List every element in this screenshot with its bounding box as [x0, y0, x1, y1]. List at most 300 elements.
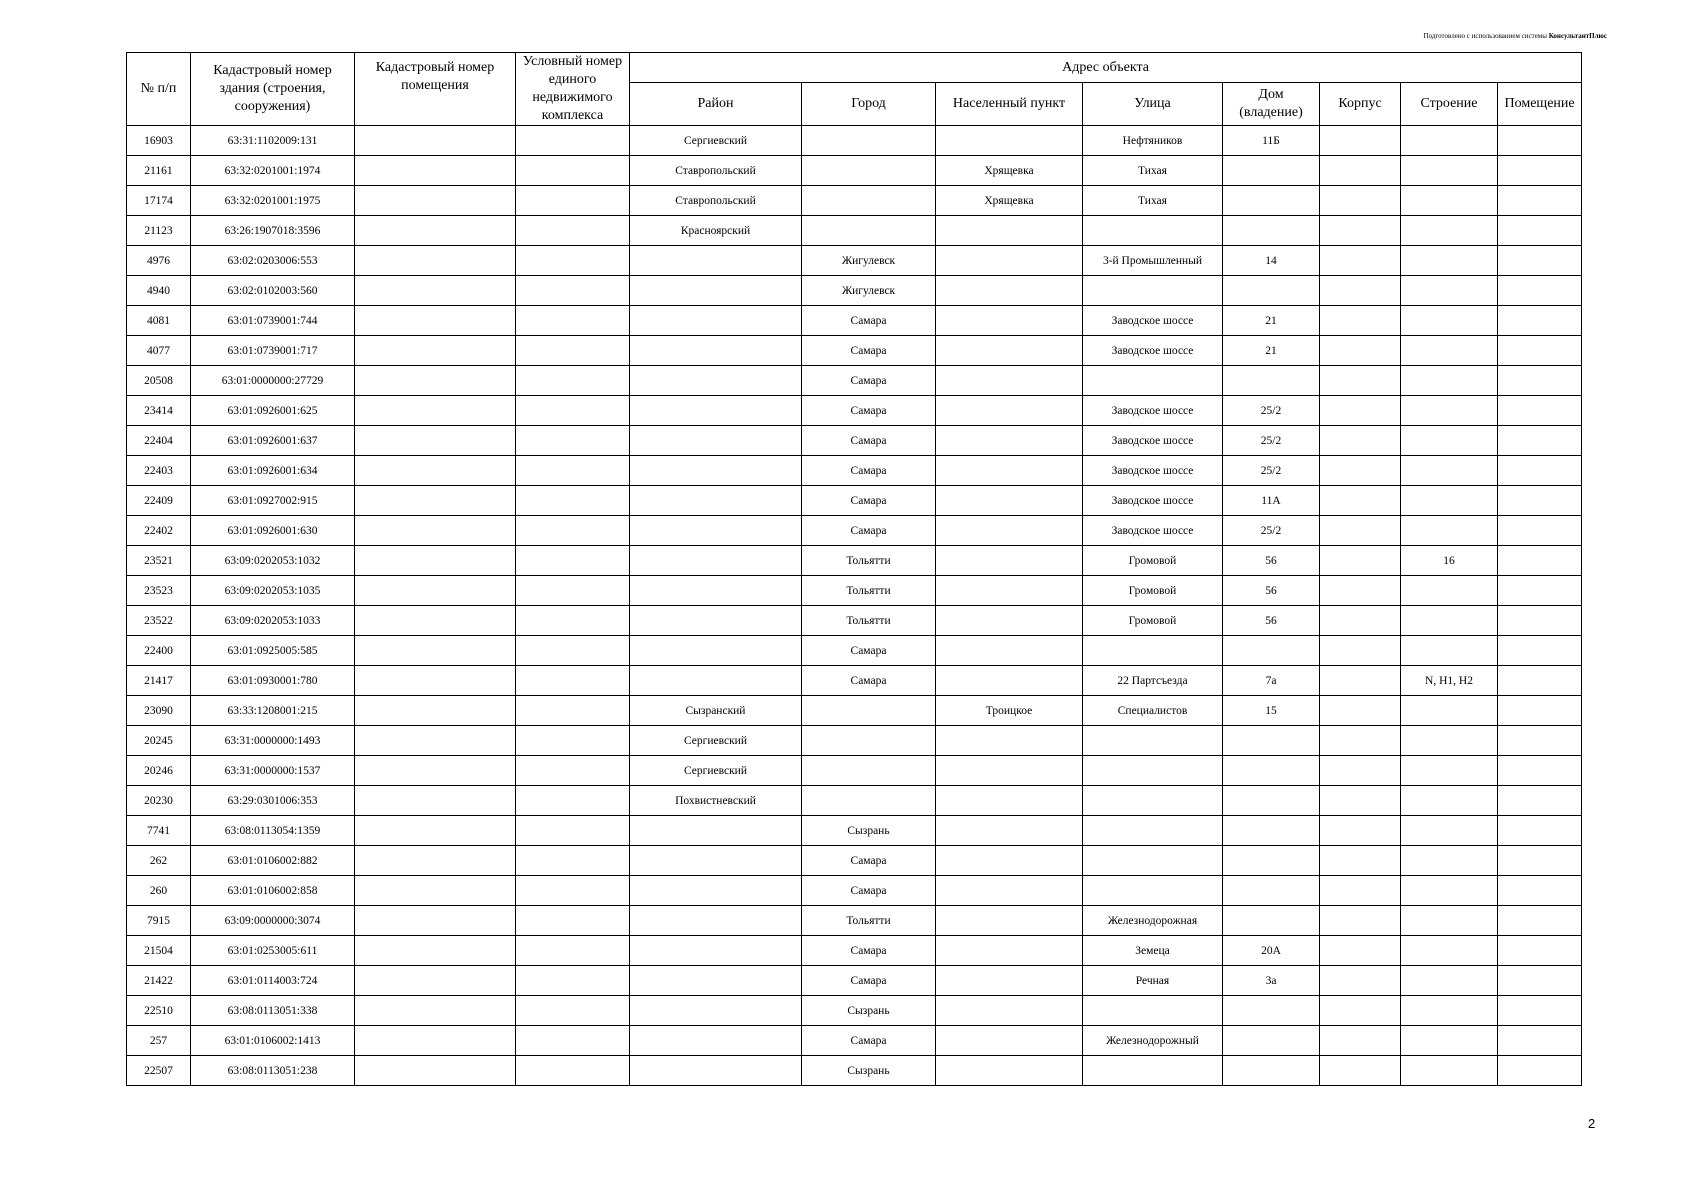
cell-complex: [516, 636, 630, 666]
cell-house: 15: [1223, 696, 1320, 726]
cell-complex: [516, 276, 630, 306]
cell-city: Тольятти: [802, 606, 936, 636]
cell-structure: [1401, 876, 1498, 906]
cell-street: Громовой: [1083, 576, 1223, 606]
cell-district: [630, 1026, 802, 1056]
cell-num: 23523: [127, 576, 191, 606]
cell-house: [1223, 1056, 1320, 1086]
cell-district: [630, 996, 802, 1026]
cell-settlement: [936, 726, 1083, 756]
cell-num: 22507: [127, 1056, 191, 1086]
table-row: [127, 636, 1582, 666]
cell-settlement: [936, 126, 1083, 156]
cell-premises: [355, 306, 516, 336]
cell-block: [1320, 1056, 1401, 1086]
cell-house: 21: [1223, 336, 1320, 366]
cell-street: Заводское шоссе: [1083, 486, 1223, 516]
cell-premises: [355, 126, 516, 156]
cadastral-table: [126, 52, 1582, 1086]
cell-block: [1320, 546, 1401, 576]
cell-building: 63:01:0925005:585: [191, 636, 355, 666]
cell-structure: [1401, 486, 1498, 516]
cell-street: Речная: [1083, 966, 1223, 996]
cell-street: [1083, 726, 1223, 756]
cell-block: [1320, 486, 1401, 516]
table-row: [127, 396, 1582, 426]
cell-premises: [355, 516, 516, 546]
cell-city: Самара: [802, 366, 936, 396]
cell-room: [1498, 336, 1582, 366]
cell-complex: [516, 696, 630, 726]
cell-city: Жигулевск: [802, 246, 936, 276]
cell-building: 63:01:0927002:915: [191, 486, 355, 516]
cell-district: [630, 246, 802, 276]
cell-block: [1320, 336, 1401, 366]
cell-settlement: [936, 876, 1083, 906]
cell-num: 22510: [127, 996, 191, 1026]
cell-building: 63:01:0926001:634: [191, 456, 355, 486]
cell-block: [1320, 906, 1401, 936]
cell-building: 63:09:0202053:1032: [191, 546, 355, 576]
table-row: [127, 846, 1582, 876]
cell-building: 63:08:0113054:1359: [191, 816, 355, 846]
cell-house: 21: [1223, 306, 1320, 336]
cell-room: [1498, 126, 1582, 156]
table-row: [127, 756, 1582, 786]
cell-district: Сергиевский: [630, 726, 802, 756]
col-street-header: Улица: [1083, 83, 1223, 126]
cell-street: [1083, 816, 1223, 846]
cell-street: [1083, 876, 1223, 906]
cell-num: 23090: [127, 696, 191, 726]
cell-house: 11Б: [1223, 126, 1320, 156]
cell-settlement: Хрящевка: [936, 186, 1083, 216]
cell-room: [1498, 636, 1582, 666]
cell-structure: [1401, 936, 1498, 966]
cell-district: [630, 816, 802, 846]
cell-building: 63:33:1208001:215: [191, 696, 355, 726]
cell-structure: [1401, 906, 1498, 936]
cell-complex: [516, 486, 630, 516]
cell-district: Ставропольский: [630, 186, 802, 216]
cell-street: Заводское шоссе: [1083, 456, 1223, 486]
cell-city: [802, 126, 936, 156]
cell-num: 21417: [127, 666, 191, 696]
cell-city: Самара: [802, 396, 936, 426]
col-city-header: Город: [802, 83, 936, 126]
cell-street: Громовой: [1083, 546, 1223, 576]
cell-room: [1498, 276, 1582, 306]
cell-city: [802, 156, 936, 186]
cell-block: [1320, 936, 1401, 966]
cell-complex: [516, 786, 630, 816]
cell-settlement: [936, 666, 1083, 696]
cell-block: [1320, 246, 1401, 276]
table-row: [127, 816, 1582, 846]
cell-num: 21422: [127, 966, 191, 996]
cell-street: [1083, 636, 1223, 666]
cell-settlement: [936, 216, 1083, 246]
cell-structure: [1401, 336, 1498, 366]
table-row: [127, 606, 1582, 636]
table-row: [127, 786, 1582, 816]
cell-num: 20245: [127, 726, 191, 756]
cell-district: Красноярский: [630, 216, 802, 246]
cell-num: 22402: [127, 516, 191, 546]
table-row: [127, 366, 1582, 396]
col-building-header: Кадастровый номер здания (строения, сооружения): [191, 53, 355, 126]
table-row: [127, 306, 1582, 336]
cell-city: Самара: [802, 876, 936, 906]
cell-district: [630, 336, 802, 366]
table-row: [127, 576, 1582, 606]
cell-building: 63:08:0113051:338: [191, 996, 355, 1026]
cell-settlement: [936, 246, 1083, 276]
cell-city: Тольятти: [802, 546, 936, 576]
cell-city: Самара: [802, 516, 936, 546]
table-row: [127, 426, 1582, 456]
cell-city: [802, 786, 936, 816]
cell-room: [1498, 1026, 1582, 1056]
cell-complex: [516, 846, 630, 876]
cell-city: Самара: [802, 486, 936, 516]
cell-premises: [355, 366, 516, 396]
cell-complex: [516, 816, 630, 846]
col-house-header: Дом (владение): [1223, 83, 1320, 126]
cell-city: Сызрань: [802, 816, 936, 846]
table-row: [127, 276, 1582, 306]
cell-room: [1498, 156, 1582, 186]
cell-settlement: [936, 996, 1083, 1026]
cell-building: 63:01:0114003:724: [191, 966, 355, 996]
cell-street: Железнодорожная: [1083, 906, 1223, 936]
cell-district: [630, 936, 802, 966]
table-row: [127, 936, 1582, 966]
cell-block: [1320, 156, 1401, 186]
cell-house: [1223, 846, 1320, 876]
cell-house: [1223, 156, 1320, 186]
cell-district: [630, 366, 802, 396]
cell-num: 17174: [127, 186, 191, 216]
cell-premises: [355, 606, 516, 636]
table-row: [127, 156, 1582, 186]
cell-street: 3-й Промышленный: [1083, 246, 1223, 276]
cell-num: 22403: [127, 456, 191, 486]
cell-complex: [516, 996, 630, 1026]
cell-settlement: [936, 606, 1083, 636]
cell-room: [1498, 516, 1582, 546]
cell-building: 63:01:0000000:27729: [191, 366, 355, 396]
cell-block: [1320, 636, 1401, 666]
cell-block: [1320, 726, 1401, 756]
cell-city: Жигулевск: [802, 276, 936, 306]
cell-house: [1223, 216, 1320, 246]
cell-settlement: [936, 1026, 1083, 1056]
cell-street: Заводское шоссе: [1083, 516, 1223, 546]
cell-num: 257: [127, 1026, 191, 1056]
cell-city: Тольятти: [802, 906, 936, 936]
cell-block: [1320, 426, 1401, 456]
cell-district: Ставропольский: [630, 156, 802, 186]
cell-city: Самара: [802, 456, 936, 486]
cell-num: 20230: [127, 786, 191, 816]
cell-num: 23522: [127, 606, 191, 636]
cell-num: 4077: [127, 336, 191, 366]
cell-street: Тихая: [1083, 156, 1223, 186]
cell-premises: [355, 426, 516, 456]
cell-house: 56: [1223, 606, 1320, 636]
cell-complex: [516, 1026, 630, 1056]
cell-block: [1320, 696, 1401, 726]
cell-complex: [516, 576, 630, 606]
col-block-header: Корпус: [1320, 83, 1401, 126]
table-row: [127, 486, 1582, 516]
cell-room: [1498, 306, 1582, 336]
cell-city: [802, 186, 936, 216]
cell-num: 21161: [127, 156, 191, 186]
cell-premises: [355, 666, 516, 696]
cell-structure: [1401, 576, 1498, 606]
cell-city: Самара: [802, 666, 936, 696]
cell-room: [1498, 786, 1582, 816]
cell-house: [1223, 726, 1320, 756]
cell-complex: [516, 726, 630, 756]
table-row: [127, 996, 1582, 1026]
cell-settlement: [936, 576, 1083, 606]
cell-complex: [516, 606, 630, 636]
cell-block: [1320, 876, 1401, 906]
cell-room: [1498, 756, 1582, 786]
cell-city: Самара: [802, 936, 936, 966]
cell-house: 25/2: [1223, 396, 1320, 426]
table-row: [127, 216, 1582, 246]
col-room-header: Помещение: [1498, 83, 1582, 126]
cell-settlement: [936, 756, 1083, 786]
cell-complex: [516, 156, 630, 186]
cell-building: 63:08:0113051:238: [191, 1056, 355, 1086]
cell-structure: [1401, 966, 1498, 996]
cell-district: Сергиевский: [630, 756, 802, 786]
cell-building: 63:32:0201001:1974: [191, 156, 355, 186]
cell-num: 23414: [127, 396, 191, 426]
cell-house: [1223, 276, 1320, 306]
cell-district: [630, 906, 802, 936]
cell-house: [1223, 816, 1320, 846]
cell-street: Заводское шоссе: [1083, 306, 1223, 336]
cell-complex: [516, 756, 630, 786]
cell-settlement: [936, 306, 1083, 336]
cell-district: [630, 486, 802, 516]
cell-settlement: [936, 396, 1083, 426]
cell-structure: [1401, 846, 1498, 876]
cell-block: [1320, 396, 1401, 426]
cell-complex: [516, 456, 630, 486]
cell-premises: [355, 996, 516, 1026]
cell-city: Самара: [802, 1026, 936, 1056]
cell-complex: [516, 876, 630, 906]
cell-room: [1498, 906, 1582, 936]
cell-room: [1498, 546, 1582, 576]
cell-house: [1223, 786, 1320, 816]
cell-settlement: [936, 1056, 1083, 1086]
cell-settlement: [936, 456, 1083, 486]
cell-house: [1223, 756, 1320, 786]
cell-complex: [516, 426, 630, 456]
cell-structure: [1401, 1056, 1498, 1086]
cell-premises: [355, 936, 516, 966]
cell-room: [1498, 576, 1582, 606]
cell-building: 63:09:0202053:1035: [191, 576, 355, 606]
cell-street: [1083, 276, 1223, 306]
col-complex-header: Условный номер единого недвижимого комплекса: [516, 53, 630, 126]
cell-room: [1498, 966, 1582, 996]
cell-house: [1223, 636, 1320, 666]
cell-street: Громовой: [1083, 606, 1223, 636]
cell-street: Тихая: [1083, 186, 1223, 216]
cell-structure: [1401, 516, 1498, 546]
table-row: [127, 906, 1582, 936]
cell-district: [630, 426, 802, 456]
cell-city: Самара: [802, 426, 936, 456]
cell-room: [1498, 936, 1582, 966]
cell-num: 4940: [127, 276, 191, 306]
cell-num: 21123: [127, 216, 191, 246]
cell-district: [630, 396, 802, 426]
address-group-header: Адрес объекта: [630, 53, 1582, 83]
cell-block: [1320, 756, 1401, 786]
cell-settlement: [936, 936, 1083, 966]
cell-premises: [355, 756, 516, 786]
cell-house: 25/2: [1223, 456, 1320, 486]
cell-block: [1320, 786, 1401, 816]
table-row: [127, 876, 1582, 906]
cell-city: [802, 216, 936, 246]
cell-settlement: [936, 786, 1083, 816]
col-num-header: № п/п: [127, 53, 191, 126]
cell-premises: [355, 696, 516, 726]
cell-block: [1320, 1026, 1401, 1056]
cell-premises: [355, 1026, 516, 1056]
cell-premises: [355, 156, 516, 186]
cell-room: [1498, 666, 1582, 696]
cell-premises: [355, 576, 516, 606]
cell-complex: [516, 126, 630, 156]
cell-street: [1083, 786, 1223, 816]
cell-num: 260: [127, 876, 191, 906]
cell-house: [1223, 366, 1320, 396]
cell-settlement: Троицкое: [936, 696, 1083, 726]
cell-room: [1498, 216, 1582, 246]
cell-block: [1320, 666, 1401, 696]
cell-num: 22404: [127, 426, 191, 456]
cell-complex: [516, 546, 630, 576]
cell-block: [1320, 576, 1401, 606]
cell-structure: [1401, 726, 1498, 756]
cell-settlement: [936, 276, 1083, 306]
cell-district: [630, 606, 802, 636]
cell-district: [630, 306, 802, 336]
cell-settlement: [936, 966, 1083, 996]
cell-structure: [1401, 246, 1498, 276]
cell-building: 63:02:0102003:560: [191, 276, 355, 306]
cell-num: 262: [127, 846, 191, 876]
cell-city: [802, 696, 936, 726]
cell-num: 22409: [127, 486, 191, 516]
cell-block: [1320, 276, 1401, 306]
cell-complex: [516, 1056, 630, 1086]
cell-premises: [355, 786, 516, 816]
cell-structure: [1401, 816, 1498, 846]
cell-structure: [1401, 636, 1498, 666]
cell-num: 4976: [127, 246, 191, 276]
cell-city: Сызрань: [802, 996, 936, 1026]
cell-num: 20508: [127, 366, 191, 396]
cell-structure: [1401, 456, 1498, 486]
cell-room: [1498, 876, 1582, 906]
cell-premises: [355, 876, 516, 906]
cell-city: Самара: [802, 306, 936, 336]
cell-complex: [516, 396, 630, 426]
page-number: 2: [1588, 1116, 1596, 1131]
table-row: [127, 696, 1582, 726]
cell-room: [1498, 846, 1582, 876]
cell-city: Самара: [802, 636, 936, 666]
cell-building: 63:31:1102009:131: [191, 126, 355, 156]
cell-house: 25/2: [1223, 426, 1320, 456]
table-row: [127, 546, 1582, 576]
cell-structure: [1401, 156, 1498, 186]
cell-street: [1083, 846, 1223, 876]
cell-settlement: [936, 906, 1083, 936]
cell-block: [1320, 126, 1401, 156]
cell-district: [630, 546, 802, 576]
cell-building: 63:02:0203006:553: [191, 246, 355, 276]
cell-building: 63:09:0202053:1033: [191, 606, 355, 636]
cell-house: 7а: [1223, 666, 1320, 696]
cell-building: 63:01:0739001:717: [191, 336, 355, 366]
cell-city: Тольятти: [802, 576, 936, 606]
cell-settlement: Хрящевка: [936, 156, 1083, 186]
cell-district: [630, 876, 802, 906]
cell-num: 7741: [127, 816, 191, 846]
cell-city: Самара: [802, 966, 936, 996]
cell-building: 63:01:0106002:858: [191, 876, 355, 906]
cell-street: [1083, 756, 1223, 786]
cell-district: [630, 576, 802, 606]
cell-room: [1498, 1056, 1582, 1086]
cell-premises: [355, 546, 516, 576]
cell-district: [630, 276, 802, 306]
cell-district: Сызранский: [630, 696, 802, 726]
cell-structure: [1401, 126, 1498, 156]
col-structure-header: Строение: [1401, 83, 1498, 126]
cell-premises: [355, 1056, 516, 1086]
cell-house: 25/2: [1223, 516, 1320, 546]
cell-structure: [1401, 996, 1498, 1026]
cell-structure: [1401, 186, 1498, 216]
cell-premises: [355, 336, 516, 366]
cell-street: Заводское шоссе: [1083, 336, 1223, 366]
cell-structure: [1401, 216, 1498, 246]
cell-building: 63:01:0930001:780: [191, 666, 355, 696]
table-row: [127, 456, 1582, 486]
cell-complex: [516, 246, 630, 276]
table-row: [127, 1026, 1582, 1056]
header-note-brand: КонсультантПлюс: [1548, 32, 1607, 40]
cell-premises: [355, 966, 516, 996]
cell-street: Земеца: [1083, 936, 1223, 966]
cell-district: Похвистневский: [630, 786, 802, 816]
